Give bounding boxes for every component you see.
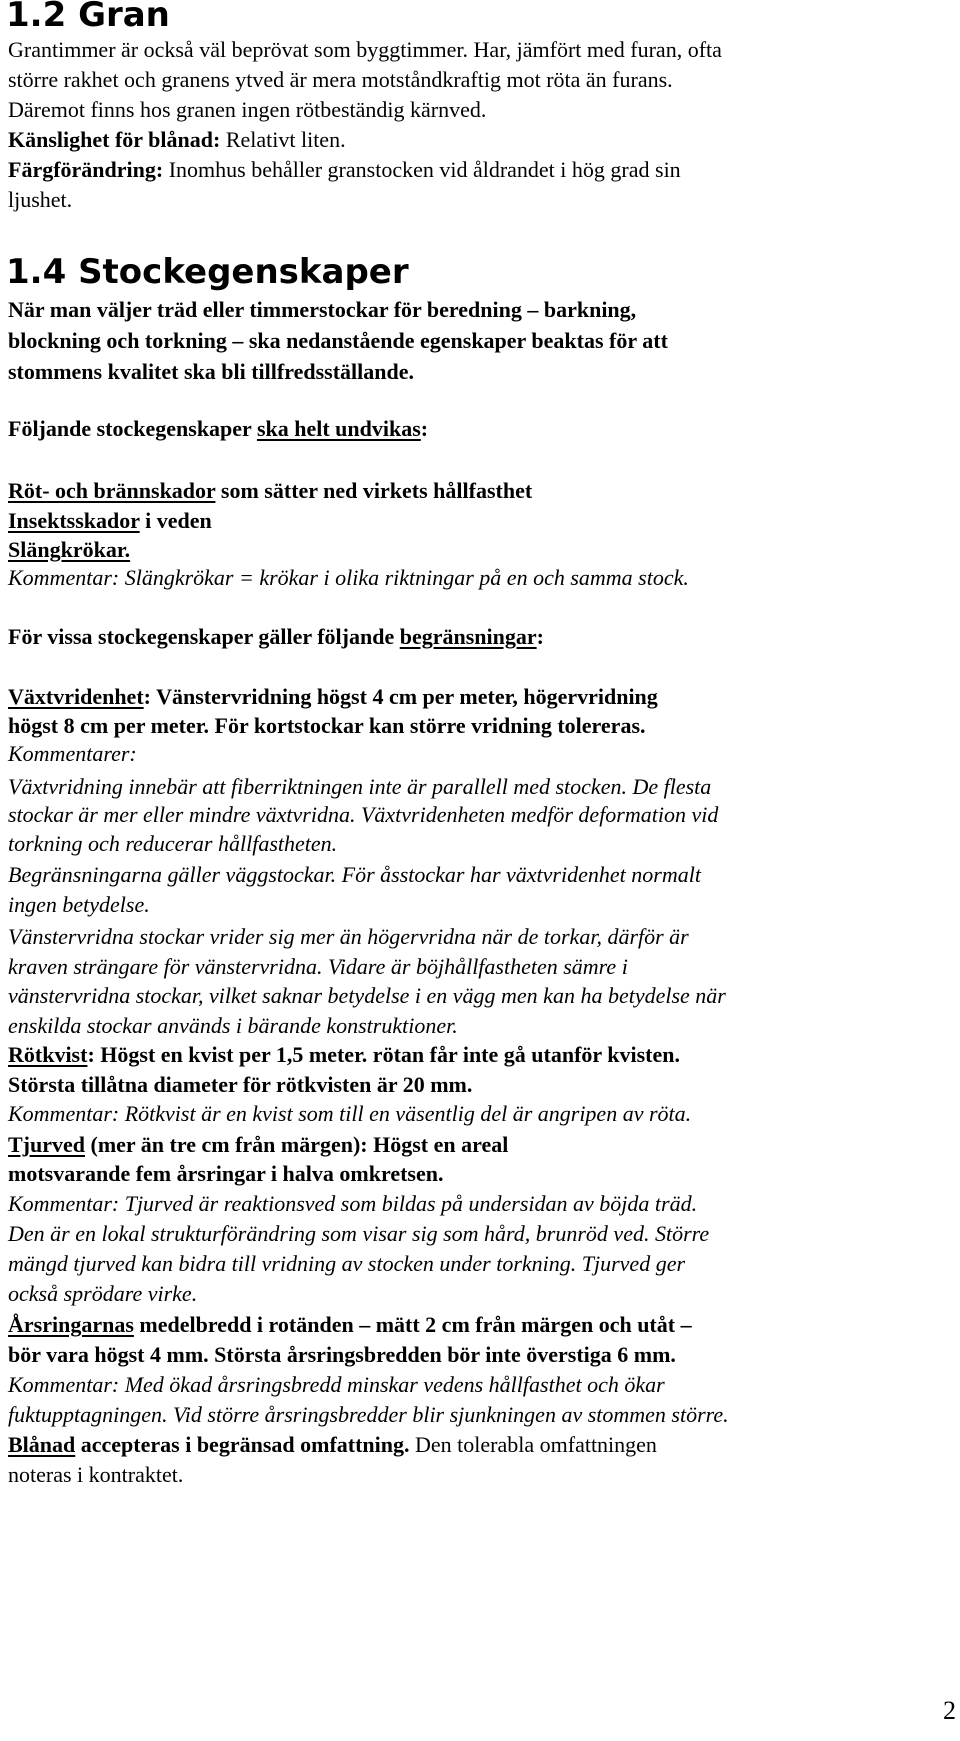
avoid-heading [8,414,428,444]
page-number: 2 [943,1696,956,1725]
rotkvist-line-1 [8,1040,680,1070]
vaxt-term: Växtvridenhet [8,684,144,709]
arsring-line-2: bör vara högst 4 mm. Största årsringsbredden bör inte överstiga 6 mm. [8,1342,676,1367]
tjurved-desc-1: (mer än tre cm från märgen): Högst en areal [85,1132,509,1157]
color-change-line [8,155,681,185]
vaxt-comment: Vänstervridna stockar vrider sig mer än högervridna när de torkar, därför är [8,924,689,949]
arsring-line-1 [8,1310,692,1340]
limits-heading [8,622,544,652]
vaxt-comment: ingen betydelse. [8,892,150,917]
insekt-term: Insektsskador [8,508,140,533]
slang-term: Slängkrökar. [8,537,131,562]
tjurved-line-2: motsvarande fem årsringar i halva omkretsen. [8,1161,444,1186]
section-heading-gran: 1.2 Gran [6,0,170,35]
limits-lead: För vissa stockegenskaper gäller följande [8,624,400,649]
color-change-label: Färgförändring: [8,157,164,182]
vaxt-comment: kraven strängare för vänstervridna. Vidare är böjhållfastheten sämre i [8,954,628,979]
tjurved-comment: Kommentar: Tjurved är reaktionsved som bildas på undersidan av böjda träd. [8,1191,698,1216]
rotkvist-line-2: Största tillåtna diameter för rötkvisten är 20 mm. [8,1072,473,1097]
vaxt-comment: Växtvridning innebär att fiberriktningen inte är parallell med stocken. De flesta [8,774,712,799]
tjurved-term: Tjurved [8,1132,85,1157]
blanad-line-1 [8,1430,657,1460]
vaxt-comment: torkning och reducerar hållfastheten. [8,831,338,856]
insekt-desc: i veden [139,508,212,533]
arsring-desc-1: medelbredd i rotänden – mätt 2 cm från märgen och utåt – [133,1312,692,1337]
vaxt-comment: Kommentarer: [8,741,137,766]
slang-comment: Kommentar: Slängkrökar = krökar i olika riktningar på en och samma stock. [8,565,689,590]
arsring-comment: Kommentar: Med ökad årsringsbredd minskar vedens hållfasthet och ökar [8,1372,665,1397]
blanad-label: Känslighet för blånad: [8,127,221,152]
limits-tail: : [536,624,544,649]
avoid-item-insekt [8,506,212,536]
paragraph-line: Däremot finns hos granen ingen rötbeständig kärnved. [8,97,487,122]
intro-line: stommens kvalitet ska bli tillfredsställande. [8,359,415,384]
blanad-sensitivity-line [8,125,346,155]
paragraph-line: större rakhet och granens ytved är mera motståndkraftig mot röta än furans. [8,67,673,92]
avoid-lead: Följande stockegenskaper [8,416,257,441]
tjurved-comment: Den är en lokal strukturförändring som visar sig som hård, brunröd ved. Större [8,1221,710,1246]
avoid-tail: : [420,416,429,441]
color-change-line-2: ljushet. [8,187,73,212]
rotkvist-comment: Kommentar: Rötkvist är en kvist som till en väsentlig del är angripen av röta. [8,1101,692,1126]
tjurved-comment: också sprödare virke. [8,1281,198,1306]
avoid-item-slang [8,535,130,565]
rotkvist-term: Rötkvist [8,1042,88,1067]
tjurved-line-1 [8,1130,508,1160]
limits-underlined: begränsningar [399,624,537,649]
vaxt-line-2: högst 8 cm per meter. För kortstockar kan större vridning tolereras. [8,713,646,738]
vaxt-desc-1: : Vänstervridning högst 4 cm per meter, högervridning [143,684,658,709]
arsring-term: Årsringarnas [8,1312,134,1337]
vaxt-comment: stockar är mer eller mindre växtvridna. Växtvridenheten medför deformation vid [8,802,719,827]
intro-line: blockning och torkning – ska nedanstående egenskaper beaktas för att [8,328,668,353]
blanad-line-2: noteras i kontraktet. [8,1462,184,1487]
blanad-value: Relativt liten. [220,127,346,152]
intro-line: När man väljer träd eller timmerstockar för beredning – barkning, [8,297,637,322]
vaxt-line-1 [8,682,658,712]
blanad-term: Blånad [8,1432,76,1457]
avoid-item-rot [8,476,532,506]
rot-term: Röt- och brännskador [8,478,216,503]
section-heading-stockegenskaper: 1.4 Stockegenskaper [6,252,409,292]
avoid-underlined: ska helt undvikas [256,416,421,441]
color-change-value: Inomhus behåller granstocken vid åldrandet i hög grad sin [163,157,681,182]
rot-desc: som sätter ned virkets hållfasthet [215,478,533,503]
paragraph-line: Grantimmer är också väl beprövat som byggtimmer. Har, jämfört med furan, ofta [8,37,722,62]
blanad-plain-desc: Den tolerabla omfattningen [409,1432,657,1457]
rotkvist-desc-1: : Högst en kvist per 1,5 meter. rötan får inte gå utanför kvisten. [87,1042,680,1067]
vaxt-comment: enskilda stockar används i bärande konstruktioner. [8,1013,458,1038]
blanad-bold-desc: accepteras i begränsad omfattning. [75,1432,410,1457]
vaxt-comment: vänstervridna stockar, vilket saknar betydelse i en vägg men kan ha betydelse när [8,983,726,1008]
arsring-comment: fuktupptagningen. Vid större årsringsbredder blir sjunkningen av stommen större. [8,1402,729,1427]
tjurved-comment: mängd tjurved kan bidra till vridning av stocken under torkning. Tjurved ger [8,1251,686,1276]
vaxt-comment: Begränsningarna gäller väggstockar. För åsstockar har växtvridenhet normalt [8,862,701,887]
